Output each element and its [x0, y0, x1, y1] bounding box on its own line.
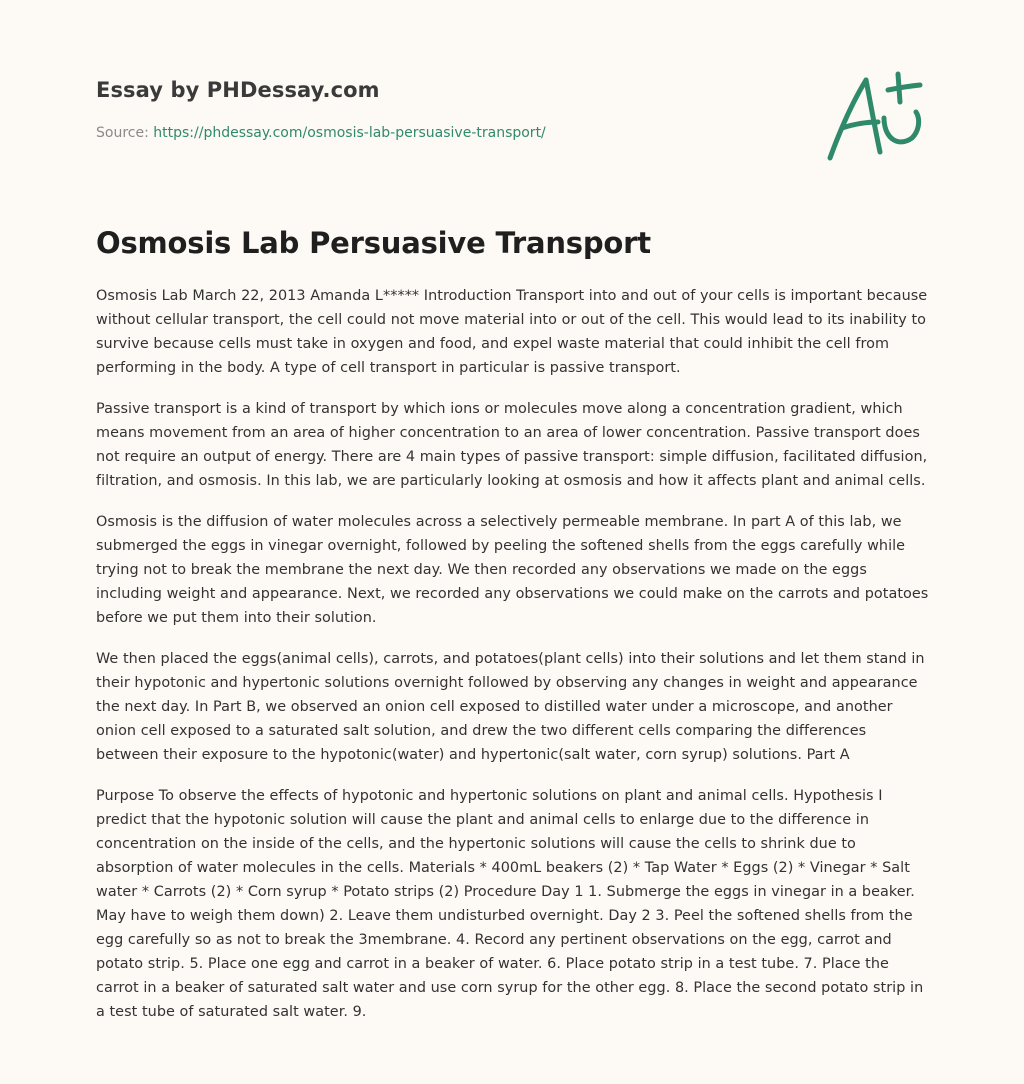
essay-paragraph: Purpose To observe the effects of hypotonic and hypertonic solutions on plant and animal cells. Hypothesis I predict that the hypotonic solution will cause the plant and animal cells to enlarge due to the difference in concentration on the inside of the cells, and the hypertonic solutions will cause the cells to shrink due to absorption of water molecules in the cells. Materials * 400mL beakers (2) * Tap Water * Eggs (2) * Vinegar * Salt water * Carrots (2) * Corn syrup * Potato strips (2) Procedure Day 1 1. Submerge the eggs in vinegar in a beaker. May have to weigh them down) 2. Leave them undisturbed overnight. Day 2 3. Peel the softened shells from the egg carefully so as not to break the 3membrane. 4. Record any pertinent observations on the egg, carrot and potato strip. 5. Place one egg and carrot in a beaker of water. 6. Place potato strip in a test tube. 7. Place the carrot in a beaker of saturated salt water and use corn syrup for the other egg. 8. Place the second potato strip in a test tube of saturated salt water. 9. [96, 788, 924, 1020]
essay-paragraph: Passive transport is a kind of transport by which ions or molecules move along a concentration gradient, which means movement from an area of higher concentration to an area of lower concentration. Passive transport does not require an output of energy. There are 4 main types of passive transport: simple diffusion, facilitated diffusion, filtration, and osmosis. In this lab, we are particularly looking at osmosis and how it affects plant and animal cells. [96, 401, 928, 489]
essay-paragraph: Osmosis is the diffusion of water molecules across a selectively permeable membrane. In part A of this lab, we submerged the eggs in vinegar overnight, followed by peeling the softened shells from the eggs carefully while trying not to break the membrane the next day. We then recorded any observations we made on the eggs including weight and appearance. Next, we recorded any observations we could make on the carrots and potatoes before we put them into their solution. [96, 514, 929, 626]
source-label: Source: [96, 125, 149, 141]
essay-paragraph: We then placed the eggs(animal cells), carrots, and potatoes(plant cells) into their solutions and let them stand in their hypotonic and hypertonic solutions overnight followed by observing any changes in weight and appearance the next day. In Part B, we observed an onion cell exposed to distilled water under a microscope, and another onion cell exposed to a saturated salt solution, and drew the two different cells comparing the differences between their exposure to the hypotonic(water) and hypertonic(salt water, corn syrup) solutions. Part A [96, 651, 925, 763]
a-plus-logo-icon [820, 66, 932, 166]
site-brand-title: Essay by PHDessay.com [96, 78, 380, 102]
source-link[interactable]: https://phdessay.com/osmosis-lab-persuasive-transport/ [153, 125, 546, 141]
a-plus-logo [820, 66, 932, 166]
essay-paragraph: Osmosis Lab March 22, 2013 Amanda L***** Introduction Transport into and out of your cells is important because without cellular transport, the cell could not move material into or out of the cell. This would lead to its inability to survive because cells must take in oxygen and food, and expel waste material that could inhibit the cell from performing in the body. A type of cell transport in particular is passive transport. [96, 288, 928, 376]
source-line [96, 125, 546, 141]
essay-body [96, 284, 932, 1041]
essay-title: Osmosis Lab Persuasive Transport [96, 226, 651, 260]
